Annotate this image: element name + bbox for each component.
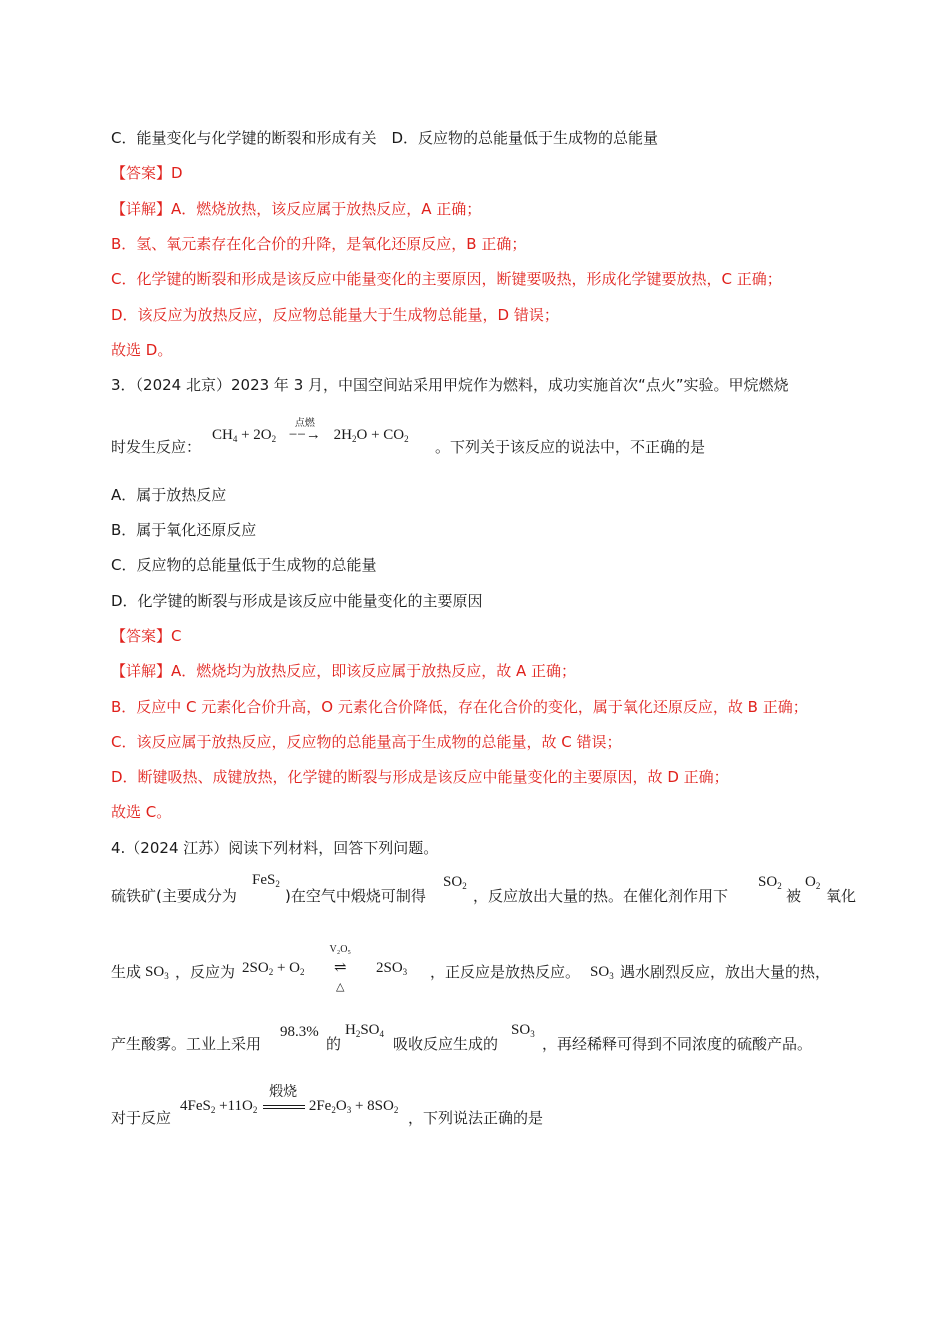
q4-p2-d: 遇水剧烈反应，放出大量的热， [620, 963, 831, 981]
q3-option-a: A．属于放热反应 [111, 486, 227, 504]
q3-option-c: C．反应物的总能量低于生成物的总能量 [111, 556, 377, 574]
q4-p2-b: ，反应为 [175, 963, 236, 981]
q4-p3-d: ，再经稀释可得到不同浓度的硫酸产品。 [542, 1035, 813, 1053]
q4-p4-b: ，下列说法正确的是 [408, 1109, 544, 1127]
q2-detail-c: C．化学键的断裂和形成是该反应中能量变化的主要原因，断键要吸热，形成化学键要放热，C 正确； [111, 270, 782, 288]
q3-answer: 【答案】C [111, 627, 182, 645]
q4-o2-formula: $O_2$ [805, 874, 821, 891]
q4-p1-b: )在空气中煅烧可制得 [285, 887, 426, 905]
q4-so2-formula-2: $SO_2$ [758, 874, 782, 891]
q4-so3-formula-1: $SO_3$ [145, 964, 169, 981]
q4-fes2-equation: $4FeS_2 +11O_2$ 煅烧 $2Fe_2O_3 + 8SO_2$ [180, 1098, 398, 1115]
q3-stem-line2-suffix: 。下列关于该反应的说法中，不正确的是 [435, 438, 706, 456]
q3-option-b: B．属于氧化还原反应 [111, 521, 257, 539]
q4-so2-equation: $2SO_2 + O_2$ V₂O₅ ⇌ △ $2SO_3$ [242, 944, 408, 993]
q2-answer: 【答案】D [111, 164, 183, 182]
q4-so3-formula-3: $SO_3$ [511, 1022, 535, 1039]
q3-equation-condition: 点燃 [294, 418, 315, 429]
q4-percent: 98.3% [280, 1024, 319, 1040]
q4-stem-line1: 4.（2024 江苏）阅读下列材料，回答下列问题。 [111, 839, 439, 857]
q4-p1-c: ，反应放出大量的热。在催化剂作用下 [473, 887, 729, 905]
q4-catalyst: V₂O₅ [329, 944, 351, 955]
q4-p1-d: 被 [786, 887, 802, 905]
q2-detail-a: 【详解】A．燃烧放热，该反应属于放热反应，A 正确； [111, 200, 482, 218]
q3-stem-line1: 3．（2024 北京）2023 年 3 月，中国空间站采用甲烷作为燃料，成功实施首次“点火”实验。甲烷燃烧 [111, 376, 789, 394]
q3-detail-d: D．断键吸热、成键放热，化学键的断裂与形成是该反应中能量变化的主要原因，故 D 正确； [111, 768, 729, 786]
q2-conclusion: 故选 D。 [111, 341, 173, 359]
q2-option-cd: C．能量变化与化学键的断裂和形成有关 D．反应物的总能量低于生成物的总能量 [111, 129, 659, 147]
q4-h2so4-formula: $H_2SO_4$ [345, 1022, 385, 1039]
q3-option-d: D．化学键的断裂与形成是该反应中能量变化的主要原因 [111, 592, 483, 610]
q4-heat-symbol: △ [336, 981, 345, 993]
q3-conclusion: 故选 C。 [111, 803, 172, 821]
q3-detail-a: 【详解】A．燃烧均为放热反应，即该反应属于放热反应，故 A 正确； [111, 662, 577, 680]
q3-detail-b: B．反应中 C 元素化合价升高，O 元素化合价降低，存在化合价的变化，属于氧化还原反应，故 B 正确； [111, 698, 808, 716]
q4-p2-c: ，正反应是放热反应。 [430, 963, 581, 981]
q3-detail-c: C．该反应属于放热反应，反应物的总能量高于生成物的总能量，故 C 错误； [111, 733, 622, 751]
q4-p1-e: 氧化 [826, 887, 857, 905]
q4-p2-a: 生成 [111, 963, 142, 981]
q4-p4-a: 对于反应 [111, 1109, 172, 1127]
q3-stem-line2-prefix: 时发生反应： [111, 438, 202, 456]
q4-p3-c: 吸收反应生成的 [393, 1035, 499, 1053]
q4-fes2-formula: FeS$_2$ [252, 872, 280, 889]
q4-p3-b: 的 [326, 1035, 342, 1053]
q2-detail-d: D．该反应为放热反应，反应物总能量大于生成物总能量，D 错误； [111, 306, 559, 324]
q4-equation-condition: 煅烧 [269, 1084, 298, 1100]
q4-p3-a: 产生酸雾。工业上采用 [111, 1035, 262, 1053]
q3-equation: $CH_4 + 2O_2$ 点燃 −−→ $2H_2O + CO_2$ [212, 427, 409, 444]
q2-detail-b: B．氢、氧元素存在化合价的升降，是氧化还原反应，B 正确； [111, 235, 527, 253]
q4-so2-formula-1: $SO_2$ [443, 874, 467, 891]
q4-p1-a: 硫铁矿(主要成分为 [111, 887, 237, 905]
q4-so3-formula-2: $SO_3$ [590, 964, 614, 981]
